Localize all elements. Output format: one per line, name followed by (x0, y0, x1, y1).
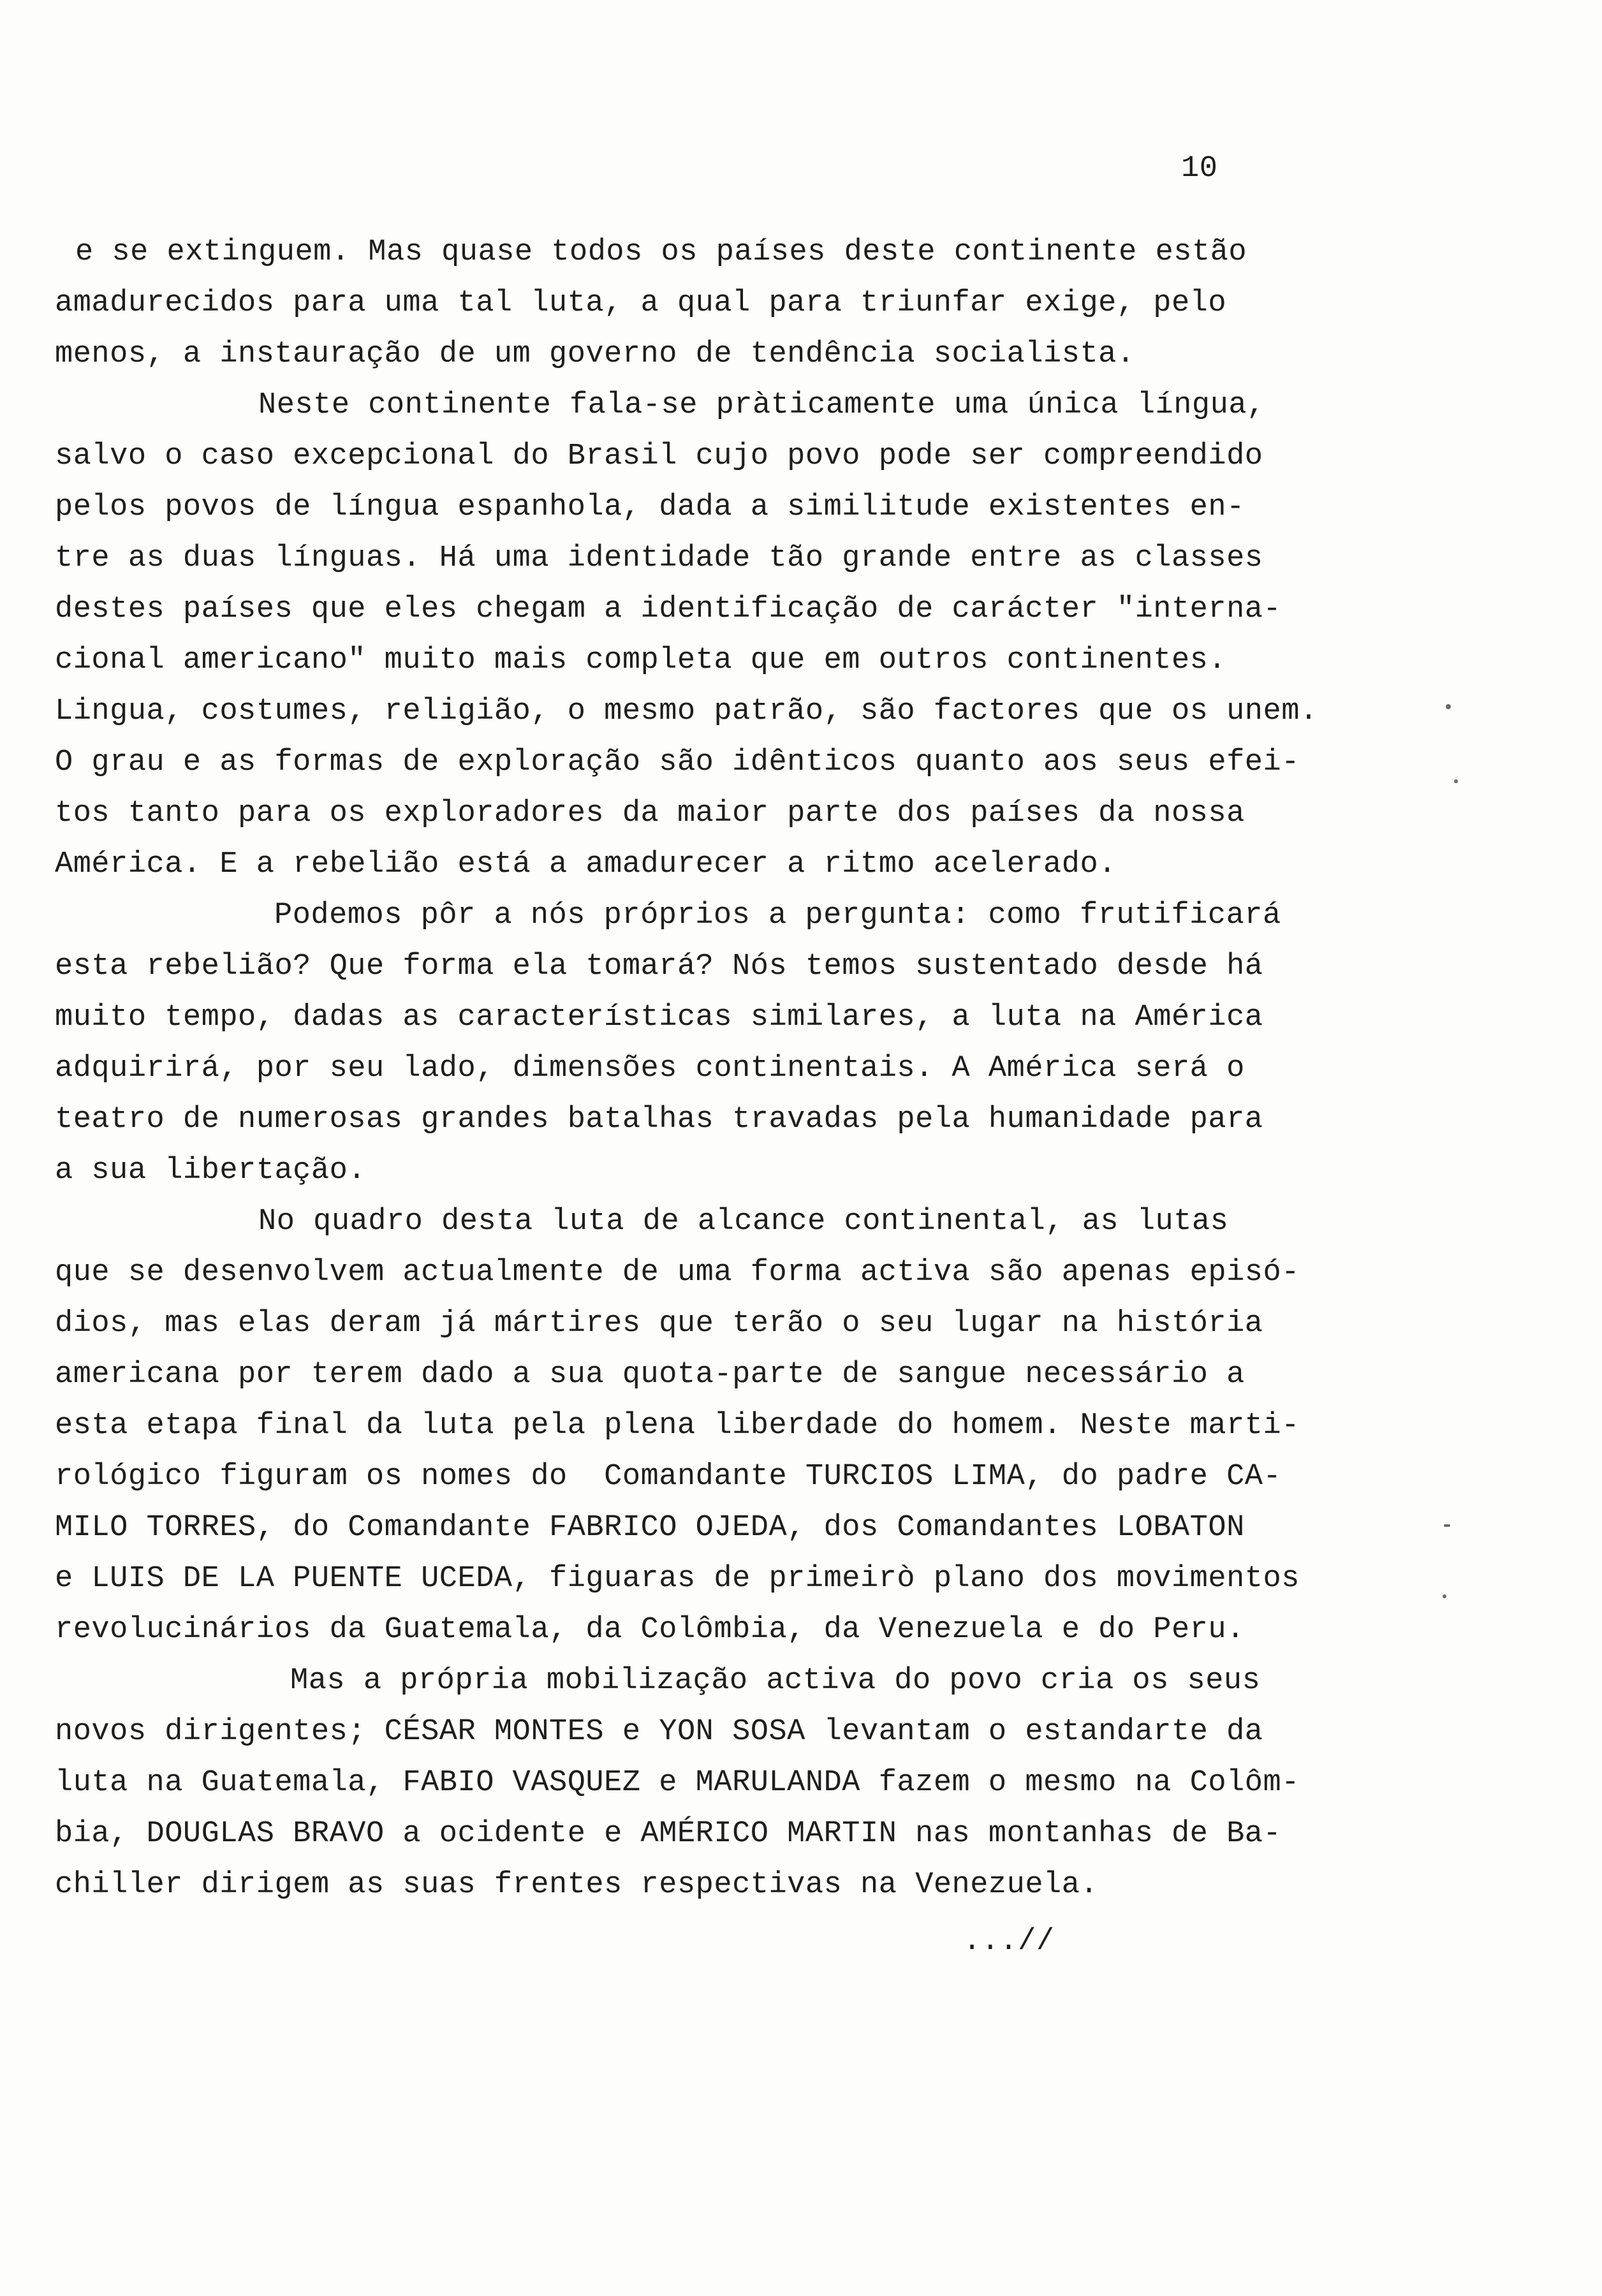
text-line: No quadro desta luta de alcance continental, as lutas (258, 1205, 1229, 1239)
text-line: MILO TORRES, do Comandante FABRICO OJEDA, dos Comandantes LOBATON (55, 1511, 1245, 1545)
text-line: luta na Guatemala, FABIO VASQUEZ e MARULANDA fazem o mesmo na Colôm- (55, 1766, 1300, 1800)
text-line: Neste continente fala-se pràticamente uma única língua, (258, 388, 1265, 422)
text-line: americana por terem dado a sua quota-parte de sangue necessário a (55, 1358, 1245, 1392)
text-line: e LUIS DE LA PUENTE UCEDA, figuaras de primeirò plano dos movimentos (55, 1562, 1300, 1596)
continuation-mark: ...// (963, 1925, 1055, 1959)
text-line: salvo o caso excepcional do Brasil cujo povo pode ser compreendido (55, 439, 1263, 473)
scan-speck (1444, 1524, 1450, 1527)
text-line: revolucinários da Guatemala, da Colômbia, da Venezuela e do Peru. (55, 1613, 1245, 1647)
scan-speck (1454, 779, 1458, 783)
text-line: e se extinguem. Mas quase todos os países deste continente estão (75, 235, 1247, 269)
text-line: chiller dirigem as suas frentes respectivas na Venezuela. (55, 1868, 1099, 1902)
scan-speck (1446, 704, 1451, 709)
text-line: novos dirigentes; CÉSAR MONTES e YON SOSA levantam o estandarte da (55, 1715, 1263, 1749)
scan-speck (1443, 1594, 1446, 1598)
text-line: O grau e as formas de exploração são idênticos quanto aos seus efei- (55, 746, 1300, 779)
text-line: a sua libertação. (55, 1154, 366, 1188)
text-line: menos, a instauração de um governo de tendência socialista. (55, 337, 1135, 371)
text-line: amadurecidos para uma tal luta, a qual para triunfar exige, pelo (55, 286, 1227, 320)
text-line: Podemos pôr a nós próprios a pergunta: como frutificará (274, 899, 1281, 932)
text-line: Lingua, costumes, religião, o mesmo patrão, são factores que os unem. (55, 695, 1318, 728)
text-line: esta rebelião? Que forma ela tomará? Nós temos sustentado desde há (55, 950, 1263, 983)
text-line: Mas a própria mobilização activa do povo cria os seus (290, 1664, 1261, 1698)
text-line: América. E a rebelião está a amadurecer a ritmo acelerado. (55, 848, 1117, 881)
text-line: cional americano" muito mais completa que em outros continentes. (55, 644, 1227, 677)
text-line: rológico figuram os nomes do Comandante TURCIOS LIMA, do padre CA- (55, 1460, 1282, 1494)
text-line: dios, mas elas deram já mártires que terão o seu lugar na história (55, 1307, 1263, 1341)
text-line: bia, DOUGLAS BRAVO a ocidente e AMÉRICO MARTIN nas montanhas de Ba- (55, 1817, 1282, 1851)
text-line: esta etapa final da luta pela plena liberdade do homem. Neste marti- (55, 1409, 1300, 1443)
text-line: que se desenvolvem actualmente de uma forma activa são apenas episó- (55, 1256, 1300, 1290)
text-line: adquirirá, por seu lado, dimensões continentais. A América será o (55, 1052, 1245, 1085)
page-number: 10 (1181, 152, 1218, 186)
text-line: pelos povos de língua espanhola, dada a similitude existentes en- (55, 490, 1245, 524)
text-line: teatro de numerosas grandes batalhas travadas pela humanidade para (55, 1103, 1263, 1137)
text-line: tre as duas línguas. Há uma identidade tão grande entre as classes (55, 541, 1263, 575)
text-line: tos tanto para os exploradores da maior parte dos países da nossa (55, 797, 1245, 830)
text-line: muito tempo, dadas as características similares, a luta na América (55, 1001, 1263, 1034)
text-line: destes países que eles chegam a identificação de carácter "interna- (55, 592, 1282, 626)
